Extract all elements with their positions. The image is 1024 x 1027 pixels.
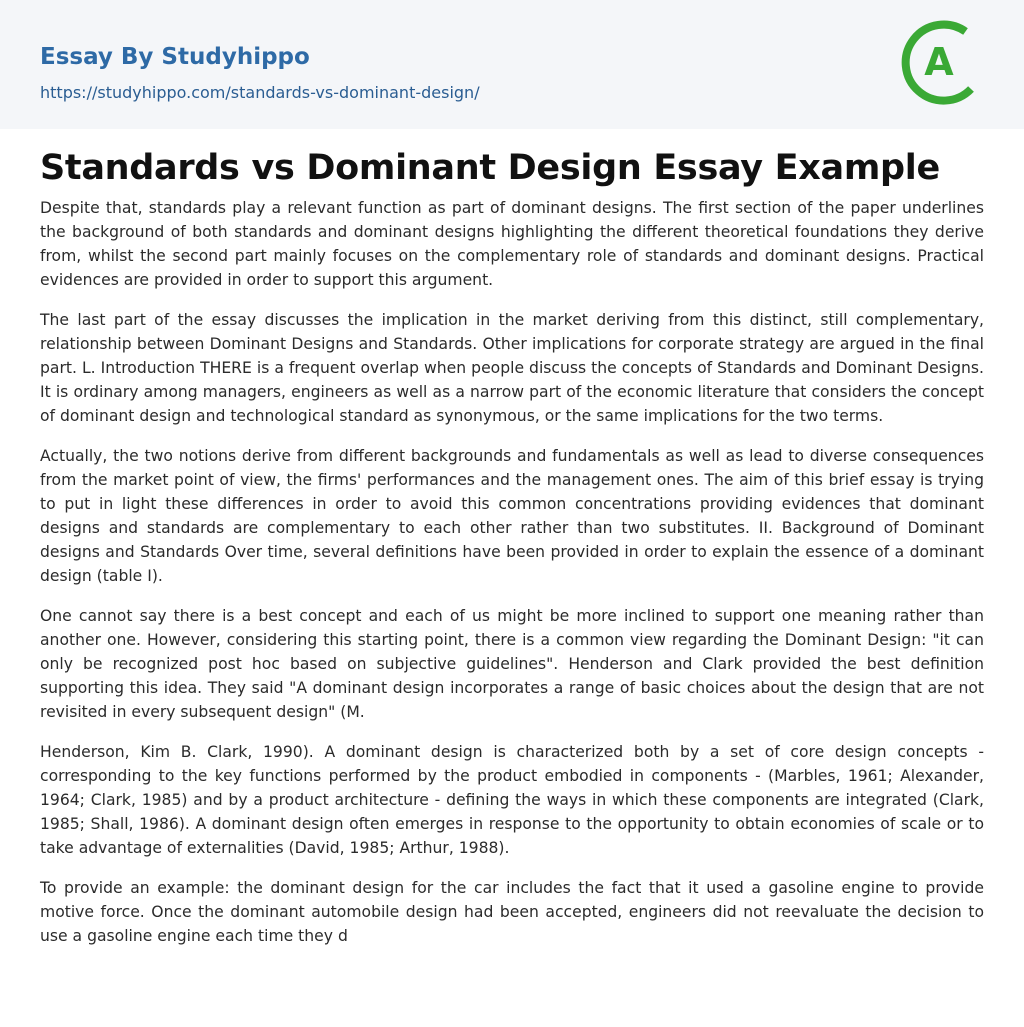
site-brand[interactable]: Essay By Studyhippo — [40, 44, 310, 70]
article-paragraph-3: Actually, the two notions derive from different backgrounds and fundamentals as well as lead to diverse consequences from the market point of view, the firms' performances and the management ones. The aim of this brief essay is trying to put in light these differences in order to avoid this common concentrations providing evidences that dominant designs and standards are complementary to each other rather than two substitutes. II. Background of Dominant designs and Standards Over time, several definitions have been provided in order to explain the essence of a dominant design (table I). — [40, 447, 984, 585]
logo-letter: A — [924, 40, 954, 84]
article-content — [0, 146, 1024, 948]
article-paragraph-2: The last part of the essay discusses the implication in the market deriving from this distinct, still complementary, relationship between Dominant Designs and Standards. Other implications for corporate strategy are argued in the final part. L. Introduction THERE is a frequent overlap when people discuss the concepts of Standards and Dominant Designs. It is ordinary among managers, engineers as well as a narrow part of the economic literature that considers the concept of dominant design and technological standard as synonymous, or the same implications for the two terms. — [40, 311, 984, 425]
studyhippo-logo-icon[interactable] — [899, 19, 985, 105]
article-paragraph-4: One cannot say there is a best concept and each of us might be more inclined to support one meaning rather than another one. However, considering this starting point, there is a common view regarding the Dominant Design: "it can only be recognized post hoc based on subjective guidelines". Henderson and Clark provided the best definition supporting this idea. They said "A dominant design incorporates a range of basic choices about the design that are not revisited in every subsequent design" (M. — [40, 607, 984, 721]
article-paragraph-5: Henderson, Kim B. Clark, 1990). A dominant design is characterized both by a set of core design concepts - corresponding to the key functions performed by the product embodied in components - (Marbles, 1961; Alexander, 1964; Clark, 1985) and by a product architecture - defining the ways in which these components are integrated (Clark, 1985; Shall, 1986). A dominant design often emerges in response to the opportunity to obtain economies of scale or to take advantage of externalities (David, 1985; Arthur, 1988). — [40, 743, 984, 857]
article-paragraph-1: Despite that, standards play a relevant function as part of dominant designs. The first section of the paper underlines the background of both standards and dominant designs highlighting the different theoretical foundations they derive from, whilst the second part mainly focuses on the complementary role of standards and dominant designs. Practical evidences are provided in order to support this argument. — [40, 199, 984, 289]
article-title: Standards vs Dominant Design Essay Example — [40, 148, 940, 188]
site-header — [0, 0, 1024, 129]
article-paragraph-6: To provide an example: the dominant design for the car includes the fact that it used a gasoline engine to provide motive force. Once the dominant automobile design had been accepted, engineers did not reevaluate the decision to use a gasoline engine each time they d — [40, 879, 984, 945]
article-url-link[interactable]: https://studyhippo.com/standards-vs-dominant-design/ — [40, 83, 480, 102]
